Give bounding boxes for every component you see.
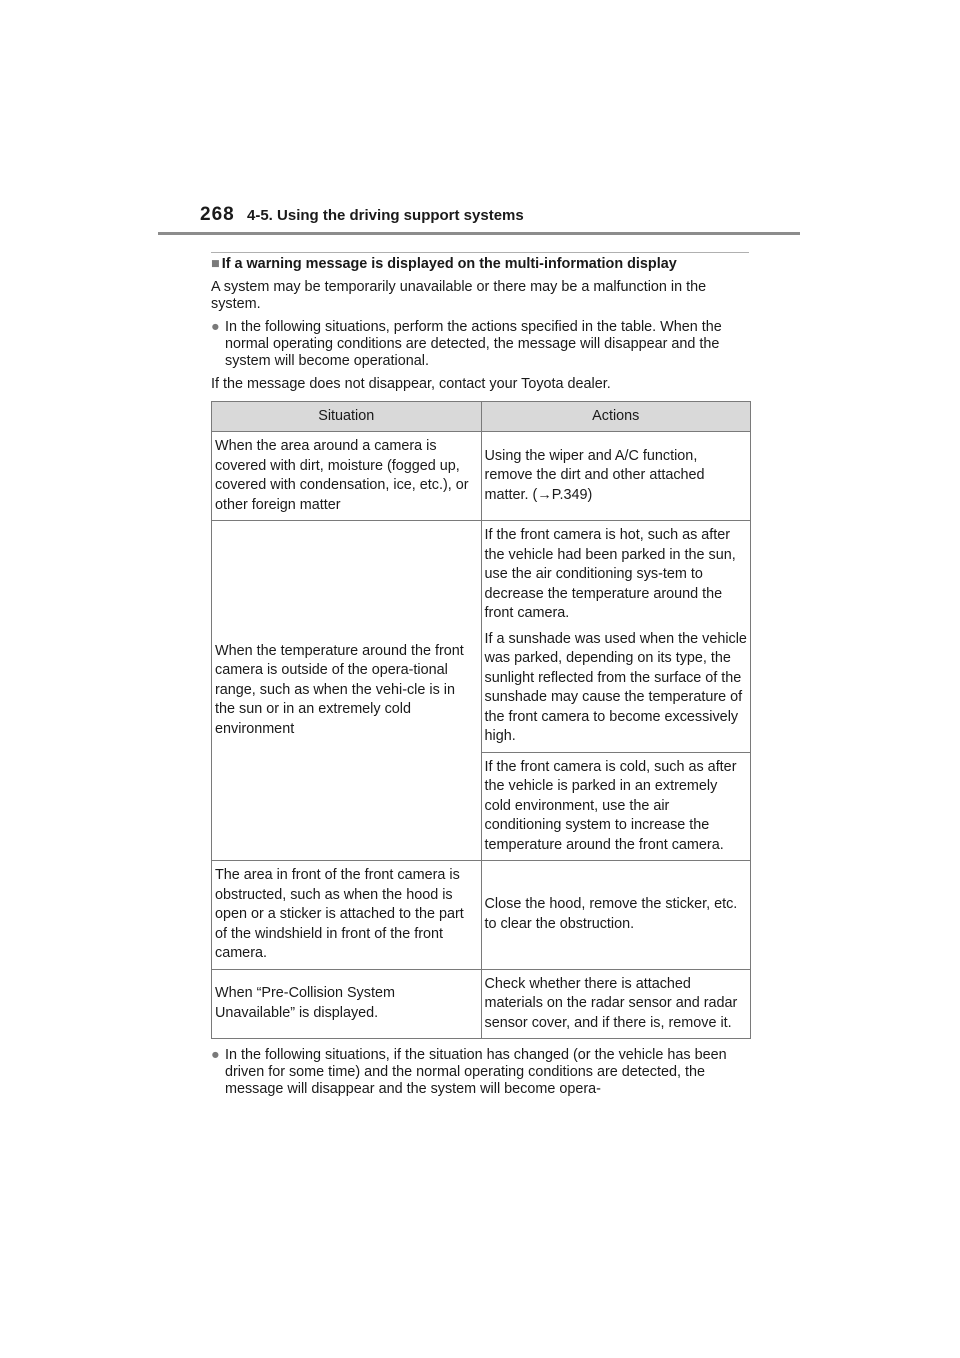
column-header-actions: Actions <box>481 402 750 432</box>
table-row <box>212 521 751 753</box>
reference-arrow-icon: → <box>537 486 552 503</box>
action-text: If the front camera is hot, such as after the vehicle had been parked in the sun, use the air conditioning sys-tem to decrease the temperature around the front camera. <box>484 527 736 621</box>
situation-cell: When “Pre-Collision System Unavailable” is displayed. <box>212 969 482 1039</box>
subsection-heading <box>211 256 751 273</box>
circle-bullet-icon: ● <box>211 319 220 335</box>
section-title: 4-5. Using the driving support systems <box>247 207 524 224</box>
dealer-note: If the message does not disappear, contact your Toyota dealer. <box>211 376 611 392</box>
bullet-item <box>211 1047 751 1098</box>
column-header-situation: Situation <box>212 402 482 432</box>
action-text: If a sunshade was used when the vehicle was parked, depending on its type, the sunlight reflected from the surface of the sunshade may cause the temperature of the front camera to become excessively high. <box>484 630 747 744</box>
action-cell: Close the hood, remove the sticker, etc. to clear the obstruction. <box>481 861 750 970</box>
subsection-divider <box>211 252 749 253</box>
action-cell <box>481 432 750 521</box>
subsection-heading-text: If a warning message is displayed on the multi-information display <box>221 256 677 272</box>
table-row <box>212 432 751 521</box>
bullet-text: In the following situations, if the situation has changed (or the vehicle has been driven for some time) and the normal operating conditions are detected, the message will disappear and the system will become opera- <box>225 1047 727 1097</box>
square-bullet-icon: ■ <box>211 256 220 272</box>
intro-paragraph: A system may be temporarily unavailable or there may be a malfunction in the system. <box>211 279 707 312</box>
warning-actions-table <box>211 401 751 1039</box>
header-divider <box>158 232 800 235</box>
action-text: Using the wiper and A/C function, remove the dirt and other attached matter. ( <box>484 447 705 503</box>
situation-cell: When the area around a camera is covered with dirt, moisture (fogged up, covered with condensation, ice, etc.), or other foreign matter <box>212 432 482 521</box>
table-row <box>212 861 751 970</box>
page-reference: P.349) <box>551 486 593 503</box>
table-header-row <box>212 402 751 432</box>
situation-cell: The area in front of the front camera is obstructed, such as when the hood is open or a sticker is attached to the part of the windshield in front of the front camera. <box>212 861 482 970</box>
action-cell <box>481 521 750 753</box>
main-content <box>211 256 751 1104</box>
bullet-item <box>211 319 751 370</box>
page-number: 268 <box>200 204 235 225</box>
action-cell: Check whether there is attached materials on the radar sensor and radar sensor cover, and if there is, remove it. <box>481 969 750 1039</box>
bullet-text: In the following situations, perform the actions specified in the table. When the normal operating conditions are detected, the message will disappear and the system will become operational. <box>225 319 722 369</box>
table-row <box>212 969 751 1039</box>
action-cell: If the front camera is cold, such as after the vehicle is parked in an extremely cold environment, use the air conditioning system to increase the temperature around the front camera. <box>481 752 750 861</box>
situation-cell: When the temperature around the front camera is outside of the opera-tional range, such as when the vehi-cle is in the sun or in an extremely cold environment <box>212 521 482 861</box>
page-header <box>200 204 800 232</box>
circle-bullet-icon: ● <box>211 1047 220 1063</box>
